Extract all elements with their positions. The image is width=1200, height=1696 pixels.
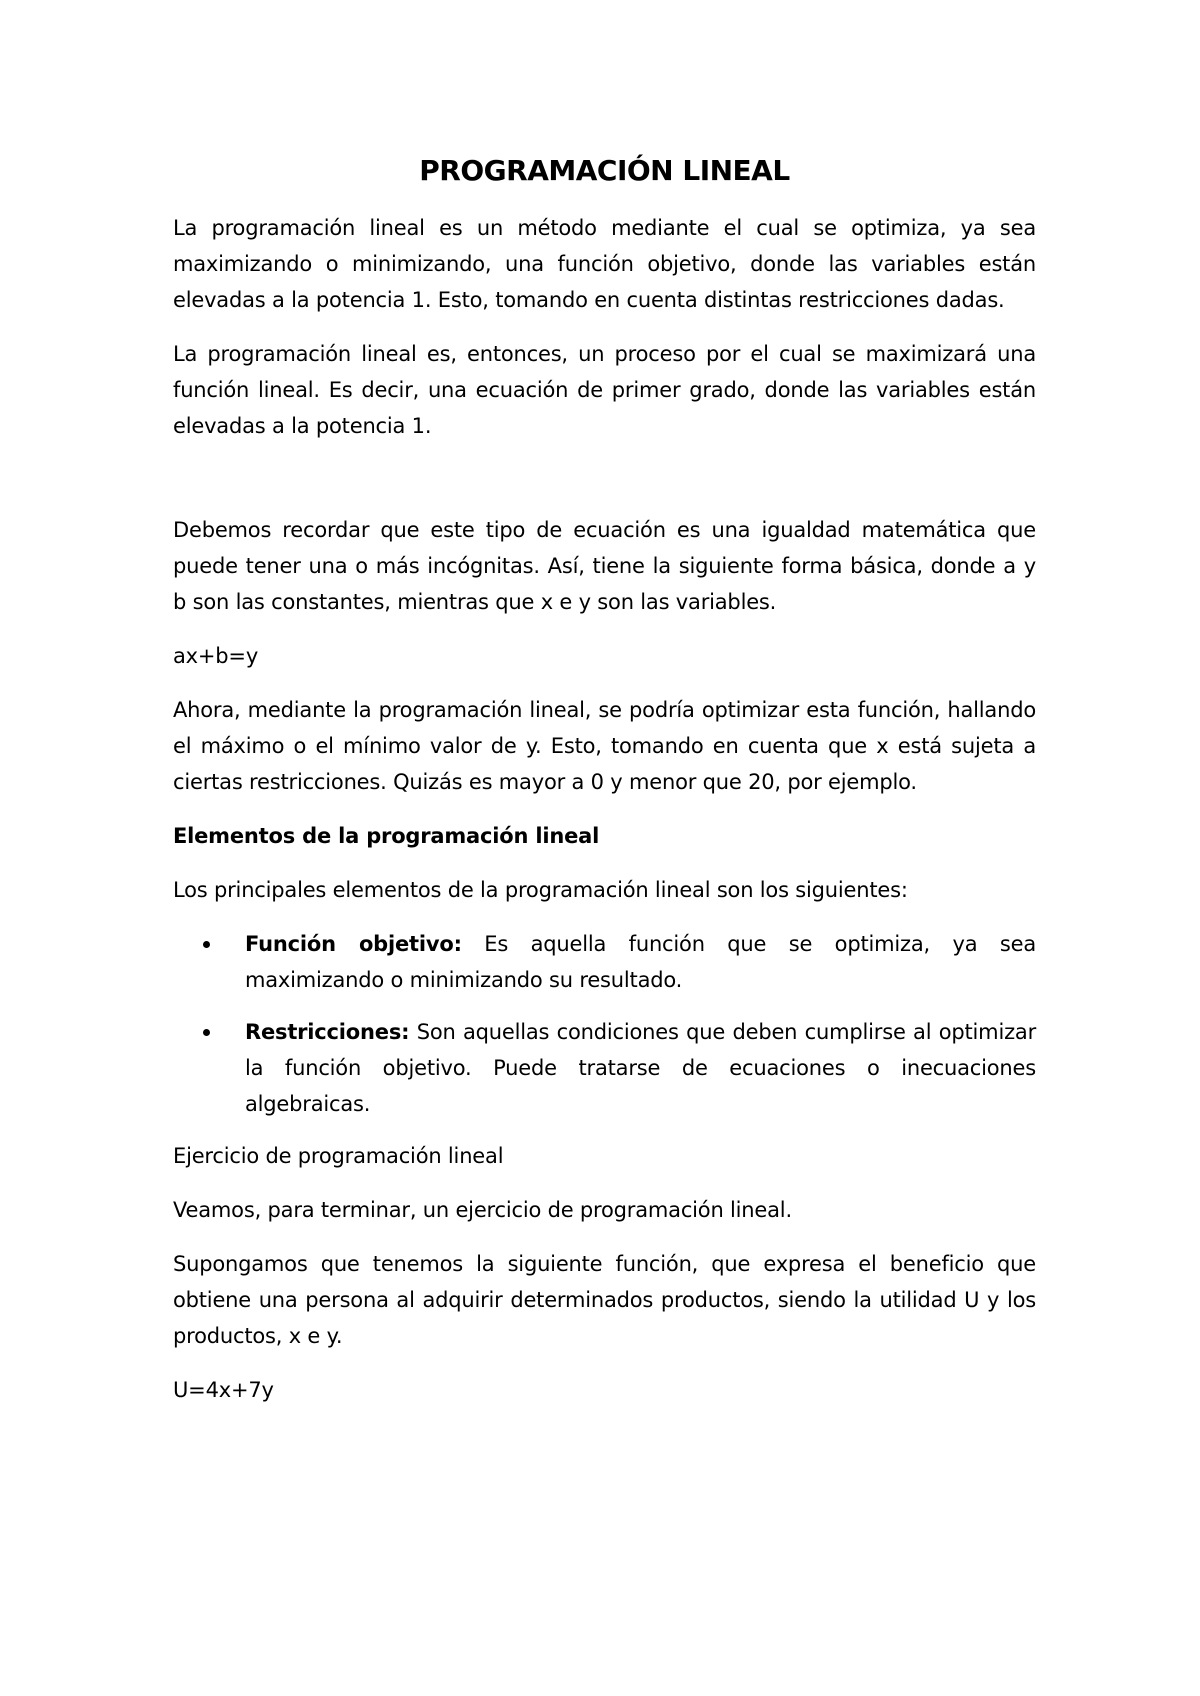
- list-item-term: Restricciones:: [245, 1020, 410, 1044]
- bullet-icon: [203, 941, 210, 948]
- formula-linear-equation: ax+b=y: [173, 644, 259, 668]
- document-page: [173, 150, 1036, 1426]
- formula-utility: U=4x+7y: [173, 1378, 274, 1402]
- list-item-text: Es aquella función que se optimiza, ya sea maximizando o minimizando su resultado.: [245, 932, 1036, 992]
- paragraph-veamos: Veamos, para terminar, un ejercicio de programación lineal.: [173, 1198, 792, 1222]
- blank-line: [173, 462, 1036, 512]
- bullet-icon: [203, 1029, 210, 1036]
- list-item-term: Función objetivo:: [245, 932, 462, 956]
- elements-list: [173, 926, 1036, 1122]
- paragraph-intro-1: La programación lineal es un método mediante el cual se optimiza, ya sea maximizando o minimizando, una función objetivo, donde las variables están elevadas a la potencia 1. Esto, tomando en cuenta distintas restricciones dadas.: [173, 216, 1036, 312]
- paragraph-elementos: Los principales elementos de la programación lineal son los siguientes:: [173, 878, 908, 902]
- list-item-text: Son aquellas condiciones que deben cumplirse al optimizar la función objetivo. Puede tratarse de ecuaciones o inecuaciones algebraicas.: [245, 1020, 1036, 1116]
- list-item-restricciones: [173, 1014, 1036, 1122]
- paragraph-intro-2: La programación lineal es, entonces, un proceso por el cual se maximizará una función lineal. Es decir, una ecuación de primer grado, donde las variables están elevadas a la potencia 1.: [173, 342, 1036, 438]
- list-item-funcion-objetivo: [173, 926, 1036, 998]
- section-heading-elementos: Elementos de la programación lineal: [173, 824, 600, 848]
- paragraph-ahora: Ahora, mediante la programación lineal, se podría optimizar esta función, hallando el máximo o el mínimo valor de y. Esto, tomando en cuenta que x está sujeta a ciertas restricciones. Quizás es mayor a 0 y menor que 20, por ejemplo.: [173, 698, 1036, 794]
- paragraph-recordar: Debemos recordar que este tipo de ecuación es una igualdad matemática que puede tener una o más incógnitas. Así, tiene la siguiente forma básica, donde a y b son las constantes, mientras que x e y son las variables.: [173, 518, 1036, 614]
- subheading-ejercicio: Ejercicio de programación lineal: [173, 1144, 504, 1168]
- document-title: PROGRAMACIÓN LINEAL: [419, 154, 790, 187]
- paragraph-supongamos: Supongamos que tenemos la siguiente función, que expresa el beneficio que obtiene una persona al adquirir determinados productos, siendo la utilidad U y los productos, x e y.: [173, 1252, 1036, 1348]
